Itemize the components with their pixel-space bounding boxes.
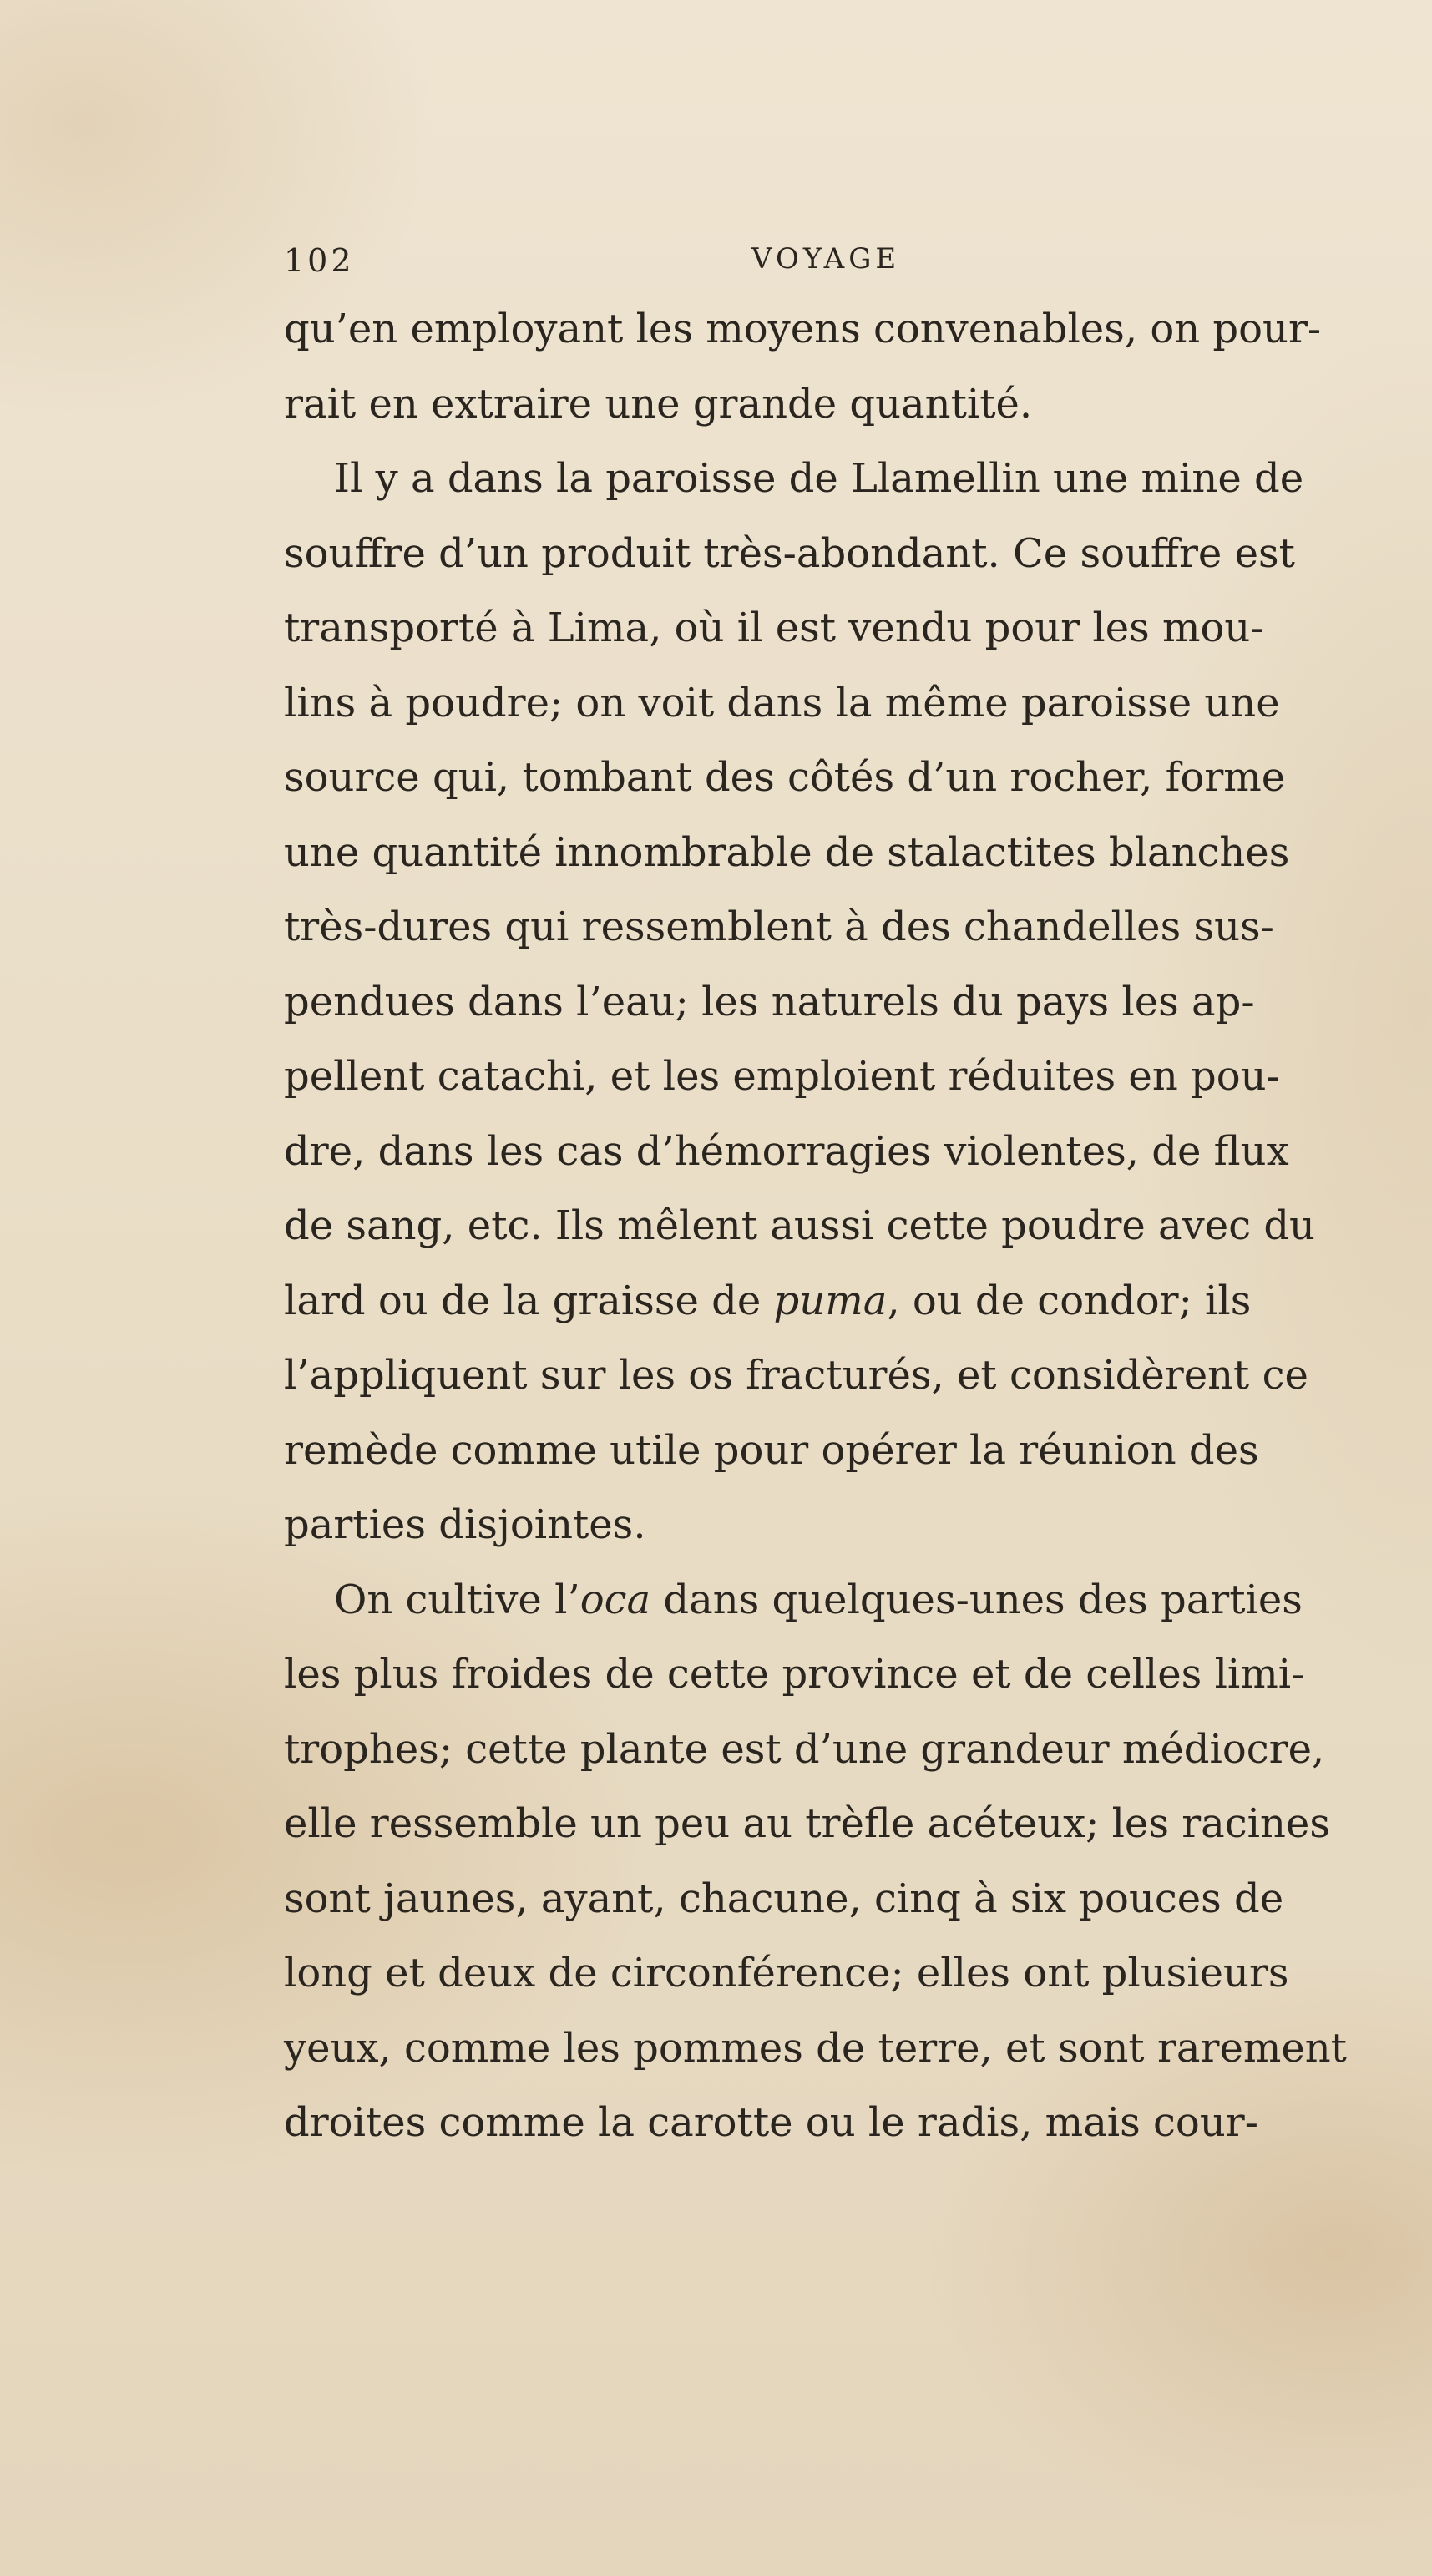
text-line: très-dures qui ressemblent à des chandelles sus- — [284, 903, 1274, 950]
text-line: sont jaunes, ayant, chacune, cinq à six pouces de — [284, 1875, 1284, 1922]
text-line: lins à poudre; on voit dans la même paroisse une — [284, 679, 1280, 726]
text-run: lard ou de la graisse de — [284, 1277, 774, 1324]
page-header — [284, 242, 1394, 292]
text-run: dans quelques-unes des parties — [650, 1576, 1303, 1623]
text-line: de sang, etc. Ils mêlent aussi cette poudre avec du — [284, 1202, 1315, 1249]
text-line: les plus froides de cette province et de celles limi- — [284, 1651, 1305, 1698]
running-head: VOYAGE — [751, 242, 901, 276]
text-line: rait en extraire une grande quantité. — [284, 380, 1033, 428]
text-run: , ou de condor; ils — [887, 1277, 1252, 1324]
text-line: yeux, comme les pommes de terre, et sont rarement — [284, 2024, 1347, 2072]
paragraph-1 — [284, 292, 1394, 442]
text-line — [284, 1264, 1394, 1339]
text-line: trophes; cette plante est d’une grandeur médiocre, — [284, 1725, 1325, 1773]
text-line: pellent catachi, et les emploient réduites en pou- — [284, 1053, 1280, 1100]
text-line: souffre d’un produit très-abondant. Ce souffre est — [284, 529, 1295, 577]
italic-term: oca — [579, 1576, 651, 1623]
text-line: Il y a dans la paroisse de Llamellin une mine de — [334, 455, 1304, 502]
text-line: l’appliquent sur les os fracturés, et considèrent ce — [284, 1352, 1308, 1399]
text-line: parties disjointes. — [284, 1501, 646, 1548]
page-number: 102 — [284, 242, 355, 279]
text-run: On cultive l’ — [334, 1576, 580, 1623]
text-line: source qui, tombant des côtés d’un rocher, forme — [284, 754, 1286, 801]
book-page — [284, 242, 1394, 2161]
text-line: une quantité innombrable de stalactites blanches — [284, 828, 1290, 876]
text-line: droites comme la carotte ou le radis, mais cour- — [284, 2099, 1258, 2146]
paragraph-2 — [284, 442, 1394, 1563]
text-line: remède comme utile pour opérer la réunion des — [284, 1426, 1259, 1474]
text-line — [284, 1563, 1394, 1638]
text-line: long et deux de circonférence; elles ont plusieurs — [284, 1950, 1289, 1997]
text-line: dre, dans les cas d’hémorragies violentes, de flux — [284, 1127, 1289, 1175]
text-line: qu’en employant les moyens convenables, on pour- — [284, 306, 1322, 352]
text-line: transporté à Lima, où il est vendu pour les mou- — [284, 605, 1264, 651]
text-line: elle ressemble un peu au trèfle acéteux; les racines — [284, 1800, 1330, 1847]
paragraph-3 — [284, 1563, 1394, 2161]
italic-term: puma — [773, 1277, 888, 1324]
text-line: pendues dans l’eau; les naturels du pays les ap- — [284, 978, 1255, 1025]
